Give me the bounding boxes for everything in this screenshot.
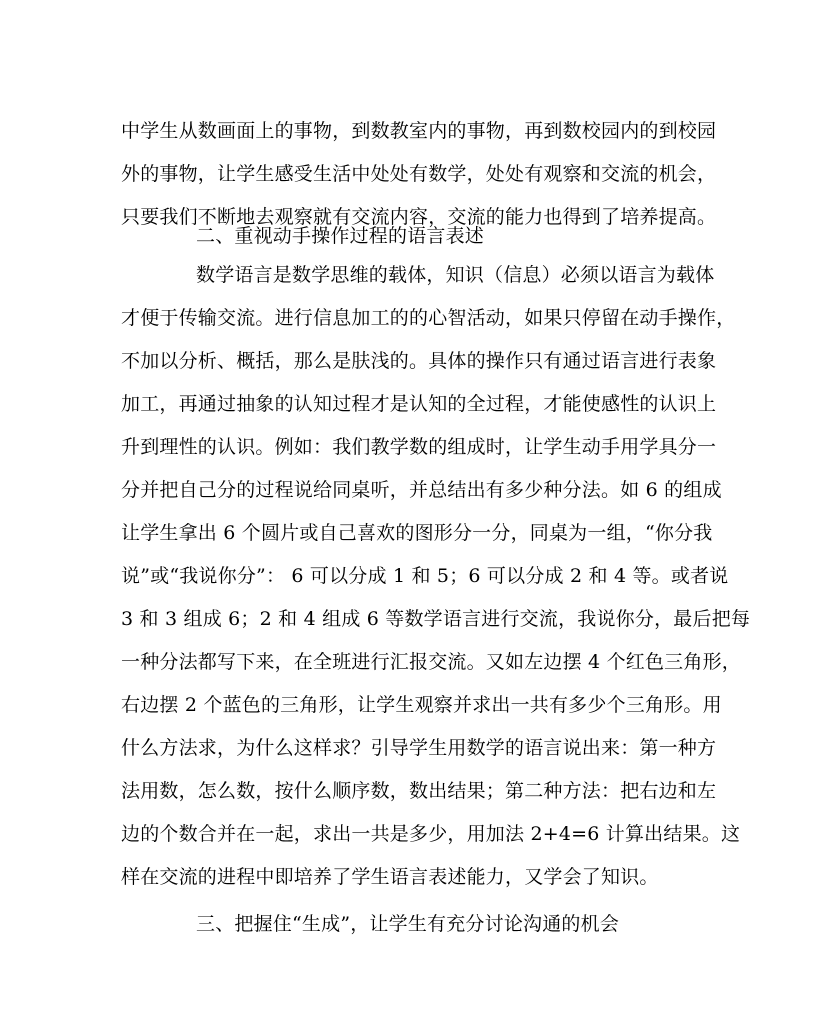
paragraph-line: 样在交流的进程中即培养了学生语言表述能力，又学会了知识。 <box>121 866 659 888</box>
paragraph-line: 右边摆 2 个蓝色的三角形，让学生观察并求出一共有多少个三角形。用 <box>121 694 722 716</box>
paragraph-line: 加工，再通过抽象的认知过程才是认知的全过程，才能使感性的认识上 <box>121 393 717 415</box>
paragraph-line: 数学语言是数学思维的载体，知识（信息）必须以语言为载体 <box>196 264 715 286</box>
paragraph-line: 升到理性的认识。例如：我们教学数的组成时，让学生动手用学具分一 <box>121 436 717 458</box>
paragraph-line: 才便于传输交流。进行信息加工的的心智活动，如果只停留在动手操作， <box>121 307 736 329</box>
section-heading: 三、把握住“生成”，让学生有充分讨论沟通的机会 <box>196 913 620 935</box>
paragraph-line: 一种分法都写下来，在全班进行汇报交流。又如左边摆 4 个红色三角形， <box>121 651 741 673</box>
section-heading: 二、重视动手操作过程的语言表述 <box>196 225 485 247</box>
paragraph-line: 分并把自己分的过程说给同桌听，并总结出有多少种分法。如 6 的组成 <box>121 479 722 501</box>
paragraph-line: 不加以分析、概括，那么是肤浅的。具体的操作只有通过语言进行表象 <box>121 350 717 372</box>
paragraph-line: 让学生拿出 6 个圆片或自己喜欢的图形分一分，同桌为一组，“你分我 <box>121 522 713 544</box>
paragraph-line: 外的事物，让学生感受生活中处处有数学，处处有观察和交流的机会， <box>121 163 717 185</box>
paragraph-line: 边的个数合并在一起，求出一共是多少，用加法 2+4=6 计算出结果。这 <box>121 823 741 845</box>
paragraph-line: 法用数，怎么数，按什么顺序数，数出结果；第二种方法：把右边和左 <box>121 780 717 802</box>
paragraph-line: 说”或“我说你分”： 6 可以分成 1 和 5；6 可以分成 2 和 4 等。或者说 <box>121 565 729 587</box>
paragraph-line: 3 和 3 组成 6；2 和 4 组成 6 等数学语言进行交流，我说你分，最后把每 <box>121 608 751 630</box>
paragraph-line: 只要我们不断地去观察就有交流内容，交流的能力也得到了培养提高。 <box>121 206 717 228</box>
paragraph-line: 什么方法求，为什么这样求？引导学生用数学的语言说出来：第一种方 <box>121 737 717 759</box>
paragraph-line: 中学生从数画面上的事物，到数教室内的事物，再到数校园内的到校园 <box>121 120 717 142</box>
